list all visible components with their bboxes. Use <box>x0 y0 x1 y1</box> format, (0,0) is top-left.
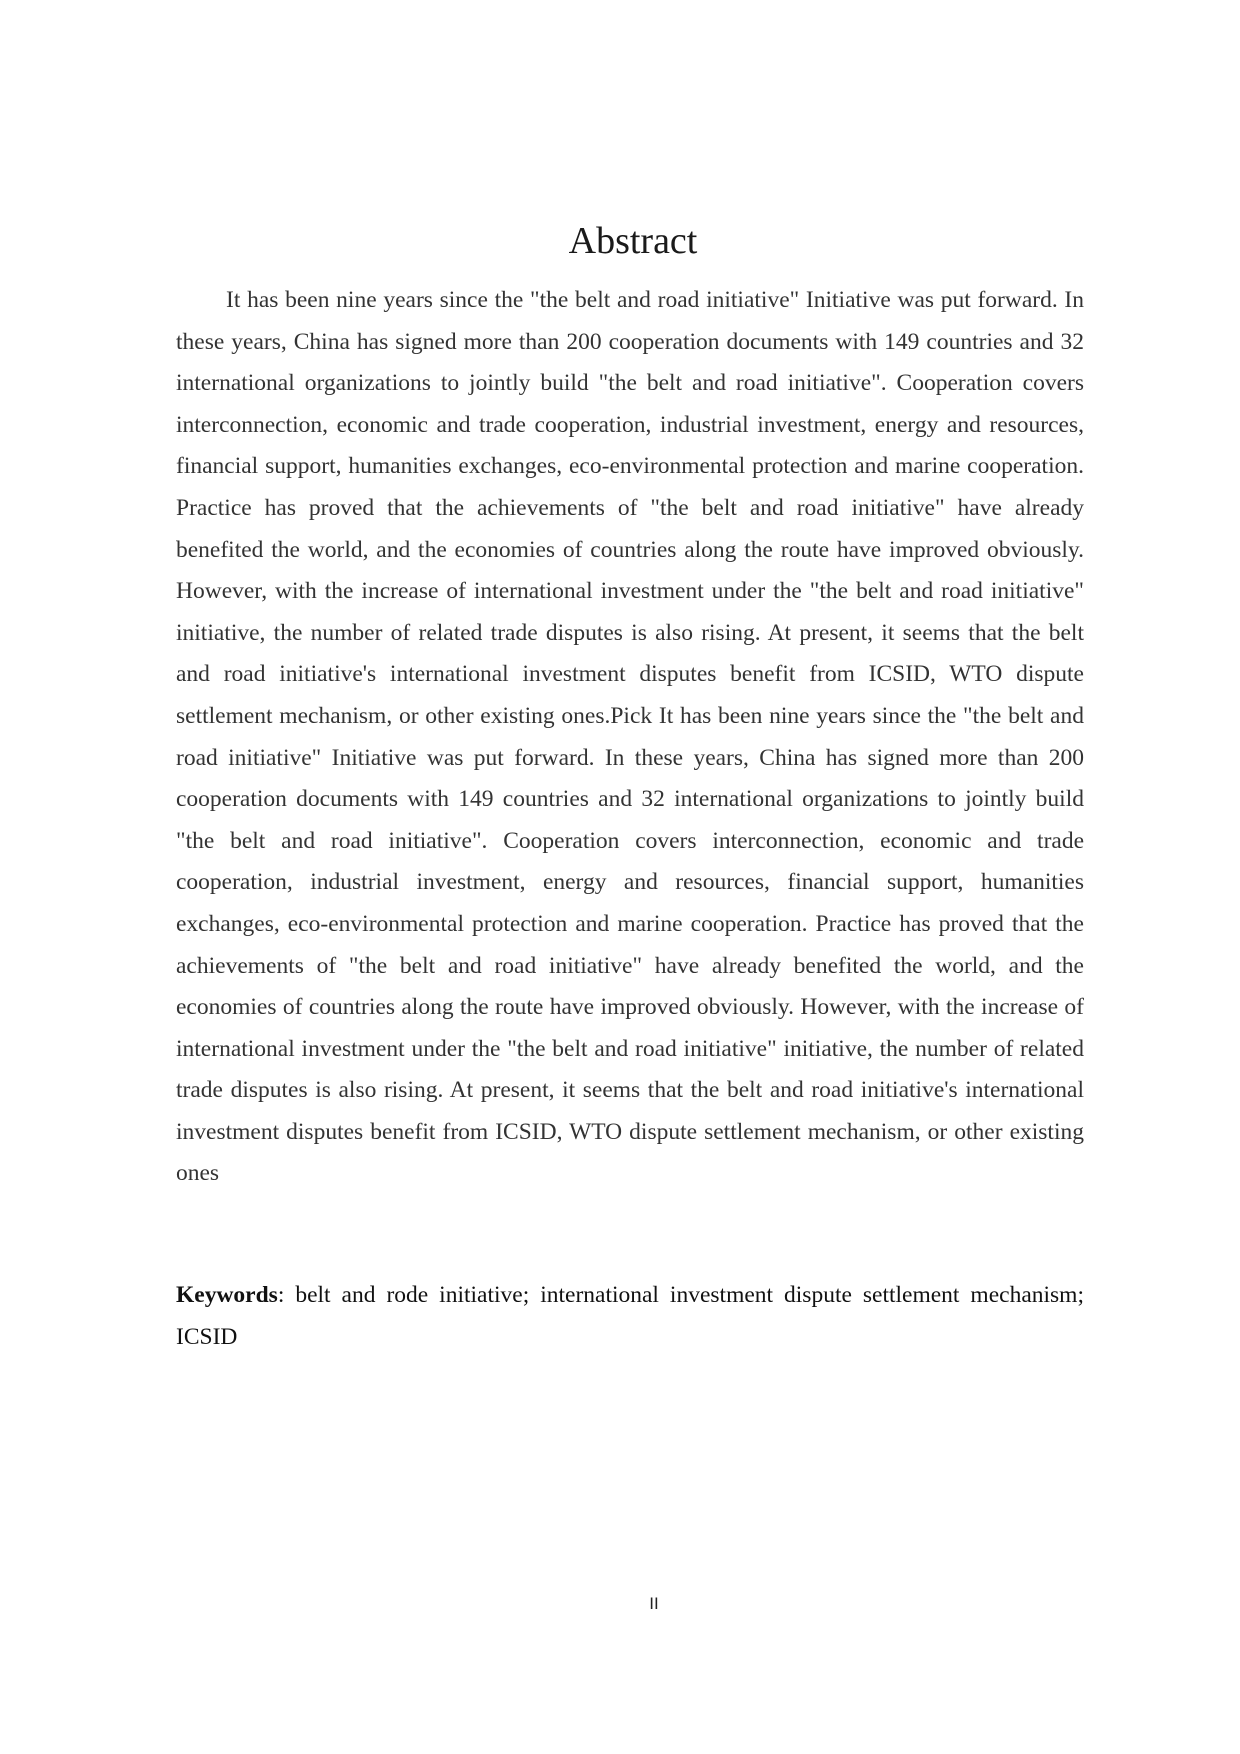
keywords-text: belt and rode initiative; international investment dispute settlement mechanism; ICSID <box>176 1282 1084 1350</box>
abstract-paragraph: It has been nine years since the "the belt and road initiative" Initiative was put forward. In these years, China has signed more than 200 cooperation documents with 149 countries and 32 international organizations to jointly build "the belt and road initiative". Cooperation covers interconnection, economic and trade cooperation, industrial investment, energy and resources, financial support, humanities exchanges, eco-environmental protection and marine cooperation. Practice has proved that the achievements of "the belt and road initiative" have already benefited the world, and the economies of countries along the route have improved obviously. However, with the increase of international investment under the "the belt and road initiative" initiative, the number of related trade disputes is also rising. At present, it seems that the belt and road initiative's international investment disputes benefit from ICSID, WTO dispute settlement mechanism, or other existing ones.Pick It has been nine years since the "the belt and road initiative" Initiative was put forward. In these years, China has signed more than 200 cooperation documents with 149 countries and 32 international organizations to jointly build "the belt and road initiative". Cooperation covers interconnection, economic and trade cooperation, industrial investment, energy and resources, financial support, humanities exchanges, eco-environmental protection and marine cooperation. Practice has proved that the achievements of "the belt and road initiative" have already benefited the world, and the economies of countries along the route have improved obviously. However, with the increase of international investment under the "the belt and road initiative" initiative, the number of related trade disputes is also rising. At present, it seems that the belt and road initiative's international investment disputes benefit from ICSID, WTO dispute settlement mechanism, or other existing ones <box>176 287 1084 1187</box>
keywords-label: Keywords <box>176 1282 278 1308</box>
keywords-separator: : <box>277 1282 285 1308</box>
page-title: Abstract <box>568 220 698 262</box>
page-number: II <box>649 1594 659 1613</box>
keywords-line <box>176 1275 1084 1358</box>
